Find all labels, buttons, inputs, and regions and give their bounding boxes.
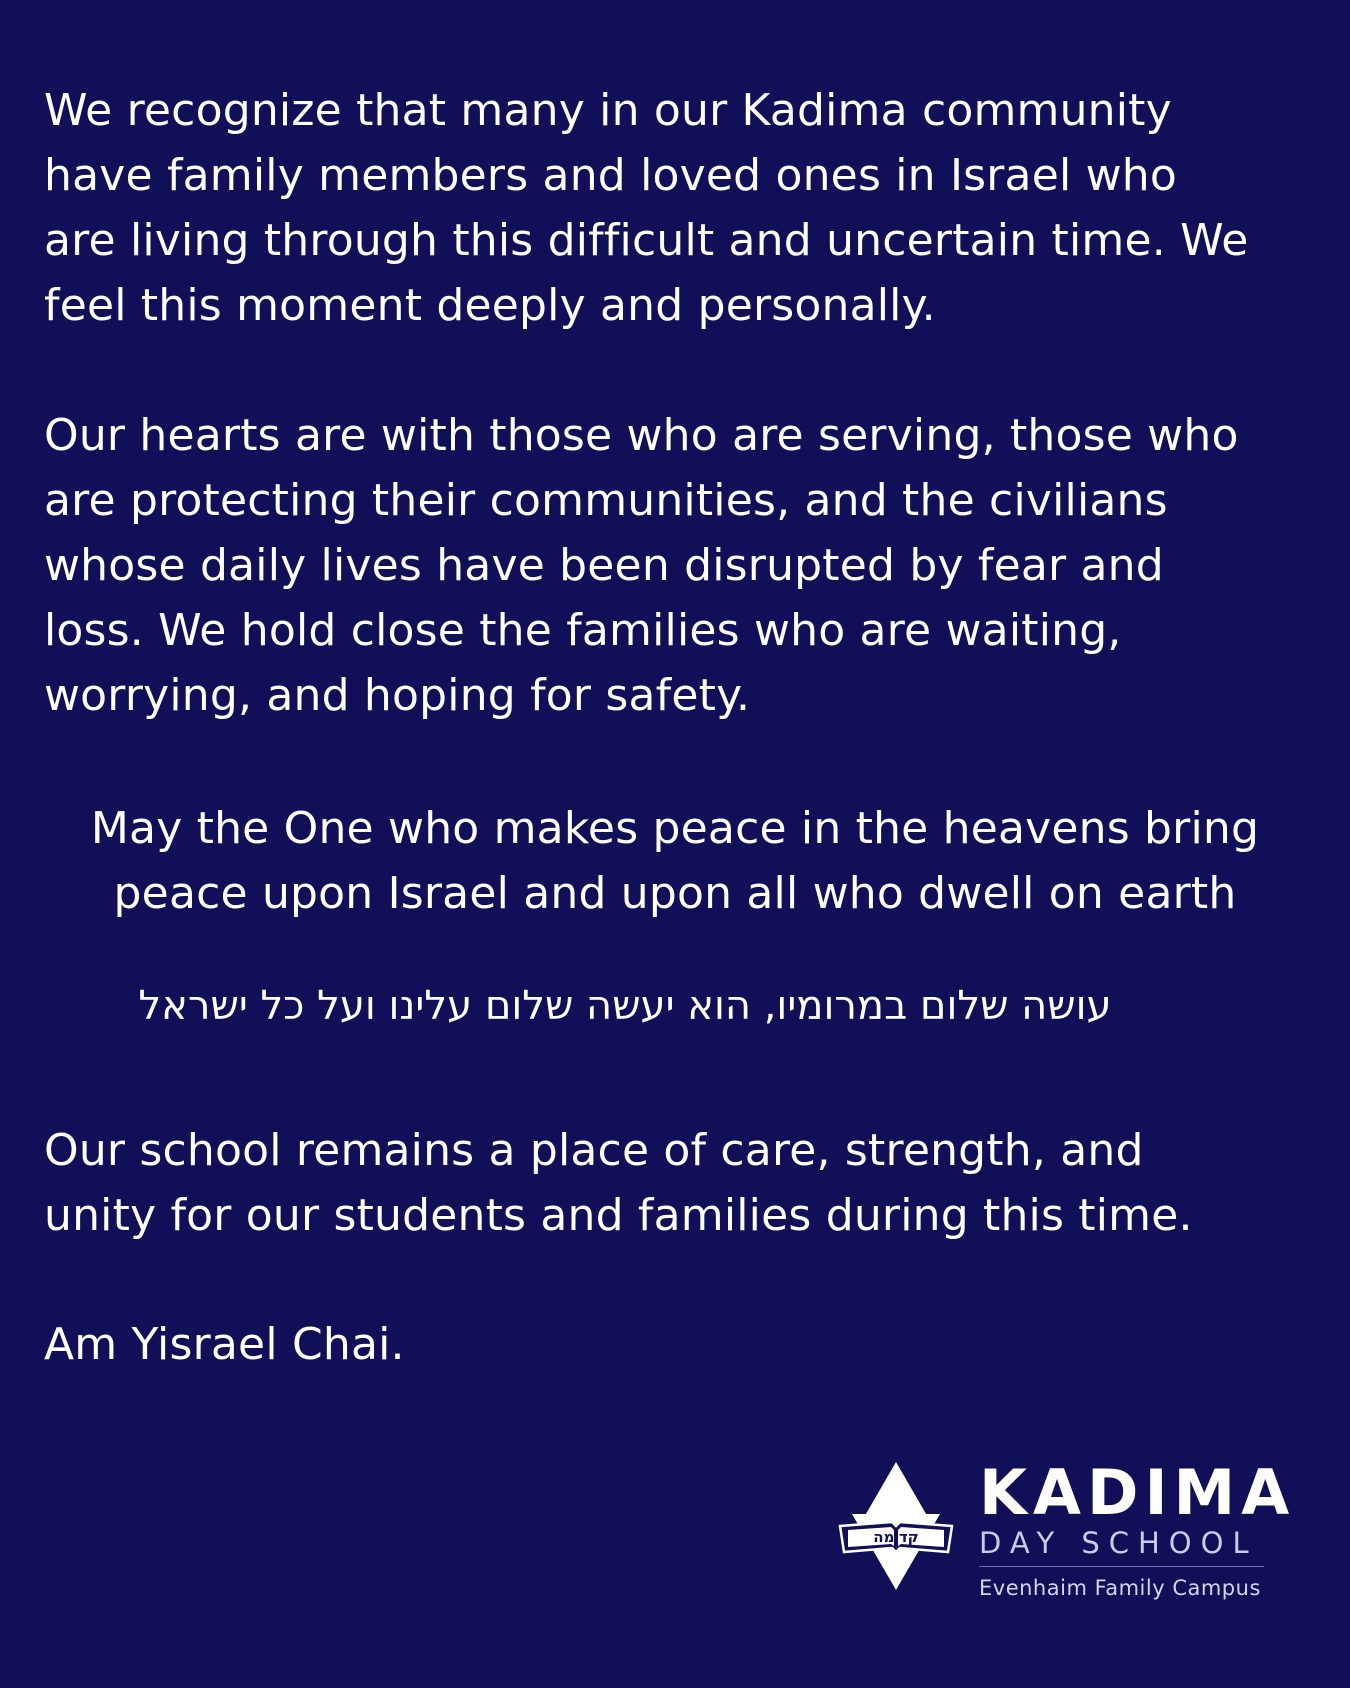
text-line: peace upon Israel and upon all who dwell on earth xyxy=(113,868,1237,919)
text-line: May the One who makes peace in the heavens bring xyxy=(90,803,1260,854)
logo-subtitle: DAY SCHOOL xyxy=(979,1526,1264,1567)
prayer-hebrew: עושה שלום במרומיו, הוא יעשה שלום עלינו ועל כל ישראל xyxy=(138,983,1112,1029)
paragraph-recognize xyxy=(44,78,1314,338)
text-line: are living through this difficult and uncertain time. We xyxy=(44,215,1249,266)
star-of-david-book-icon xyxy=(836,1460,956,1592)
logo-title: KADIMA xyxy=(979,1456,1296,1529)
emblem-hebrew: קדימה xyxy=(873,1528,919,1546)
text-line: Our hearts are with those who are serving, those who xyxy=(44,410,1239,461)
logo-campus: Evenhaim Family Campus xyxy=(979,1576,1261,1600)
text-line: We recognize that many in our Kadima community xyxy=(44,85,1172,136)
text-line: loss. We hold close the families who are waiting, xyxy=(44,605,1122,656)
text-line: Am Yisrael Chai. xyxy=(44,1319,405,1370)
closing-line xyxy=(44,1312,1314,1377)
text-line: feel this moment deeply and personally. xyxy=(44,280,936,331)
text-line: Our school remains a place of care, strength, and xyxy=(44,1125,1144,1176)
text-line: whose daily lives have been disrupted by fear and xyxy=(44,540,1164,591)
text-line: have family members and loved ones in Israel who xyxy=(44,150,1177,201)
prayer-english xyxy=(0,796,1350,926)
text-line: worrying, and hoping for safety. xyxy=(44,670,751,721)
logo-wordmark xyxy=(979,1456,1296,1603)
text-line: are protecting their communities, and the civilians xyxy=(44,475,1168,526)
paragraph-school xyxy=(44,1118,1314,1248)
kadima-logo xyxy=(836,1456,1296,1600)
text-line: unity for our students and families during this time. xyxy=(44,1190,1193,1241)
paragraph-hearts xyxy=(44,403,1314,728)
